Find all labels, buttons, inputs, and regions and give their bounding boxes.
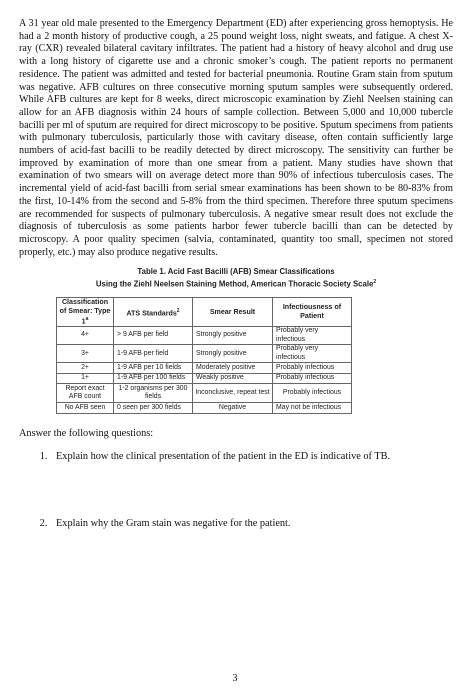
table-cell: Strongly positive [193, 345, 273, 363]
table-subtitle: Using the Ziehl Neelsen Staining Method, American Thoracic Society Scale$^2$ [95, 279, 377, 289]
table-row [57, 373, 352, 384]
header-smear-result: Smear Result [193, 297, 273, 326]
header-classification: Classification of Smear: Type 1$^a$ [57, 297, 114, 326]
question-item: 2. Explain why the Gram stain was negative for the patient. [50, 518, 453, 530]
header-infectiousness: Infectiousness of Patient [273, 297, 352, 326]
table-cell: 1-9 AFB per 10 fields [114, 363, 193, 374]
table-cell: 4+ [57, 327, 114, 345]
table-cell: No AFB seen [57, 403, 114, 414]
case-description-paragraph: A 31 year old male presented to the Emergency Department (ED) after experiencing gross hemoptysis. He had a 2 month history of productive cough, a 25 pound weight loss, night sweats, and fatigue. A chest X-ray (CXR) revealed bilateral cavitary infiltrates. The patient had a history of heavy alcohol and drug use with a long history of cigarette use and a chronic smoker’s cough. The patient reports no permanent residence. The patient was admitted and tested for bacterial pneumonia. Routine Gram stain from sputum was negative. AFB cultures on three consecutive morning sputum samples were subsequently ordered. While AFB cultures are kept for 8 weeks, direct microscopic examination by Ziehl Neelsen staining can allow for an AFB diagnosis within 24 hours of sample collection. Between 5,000 and 10,000 tubercle bacilli per ml of sputum are required for direct microscopy to be positive. Sputum specimens from patients with pulmonary tuberculosis, particularly those with cavitary disease, often contain sufficiently large numbers of acid-fast bacilli to be readily detected by direct microscopy. The sensitivity can further be improved by examination of more than one smear from a patient. Many studies have shown that examination of two smears will on average detect more than 90% of infectious tuberculosis cases. The incremental yield of acid-fast bacilli from serial smear examinations has been shown to be 80-83% from the first, 10-14% from the second and 5-8% from the third specimen. Therefore three sputum specimens are recommended for suspects of pulmonary tuberculosis. A negative smear result does not exclude the diagnosis of tuberculosis as some patients harbor fewer tubercle bacilli than can be detected by microscopy. A poor quality specimen (salvia, contaminated, quantity too small, specimen not stored properly, etc.) may also produce negative results. [19, 18, 453, 258]
answer-instructions: Answer the following questions: [19, 427, 154, 439]
table-cell: Moderately positive [193, 363, 273, 374]
afb-classification-table [56, 297, 352, 414]
table-row [57, 345, 352, 363]
table-row [57, 327, 352, 345]
table-cell: 0 seen per 300 fields [114, 403, 193, 414]
table-cell: Negative [193, 403, 273, 414]
table-cell: 1-2 organisms per 300 fields [114, 384, 193, 403]
table-cell: Strongly positive [193, 327, 273, 345]
table-cell: May not be infectious [273, 403, 352, 414]
table-row [57, 363, 352, 374]
table-cell: Weakly positive [193, 373, 273, 384]
question-item: 1. Explain how the clinical presentation of the patient in the ED is indicative of TB. [50, 451, 453, 463]
question-list [19, 451, 453, 530]
table-cell: Probably infectious [273, 373, 352, 384]
table-cell: 1-9 AFB per 100 fields [114, 373, 193, 384]
table-cell: Probably infectious [273, 363, 352, 374]
table-cell: > 9 AFB per field [114, 327, 193, 345]
document-page [19, 18, 453, 530]
table-title: Table 1. Acid Fast Bacilli (AFB) Smear Classifications [137, 267, 335, 277]
table-cell: 2+ [57, 363, 114, 374]
table-cell: Probably infectious [273, 384, 352, 403]
table-cell: 1-9 AFB per field [114, 345, 193, 363]
table-cell: Probably very infectious [273, 327, 352, 345]
table-row [57, 403, 352, 414]
table-header-row [57, 297, 352, 326]
table-cell: Report exact AFB count [57, 384, 114, 403]
table-row [57, 384, 352, 403]
table-cell: Inconclusive, repeat test [193, 384, 273, 403]
header-ats-standards: ATS Standards$^2$ [114, 297, 193, 326]
table-cell: 1+ [57, 373, 114, 384]
table-cell: 3+ [57, 345, 114, 363]
table-cell: Probably very infectious [273, 345, 352, 363]
page-number: 3 [232, 673, 238, 684]
